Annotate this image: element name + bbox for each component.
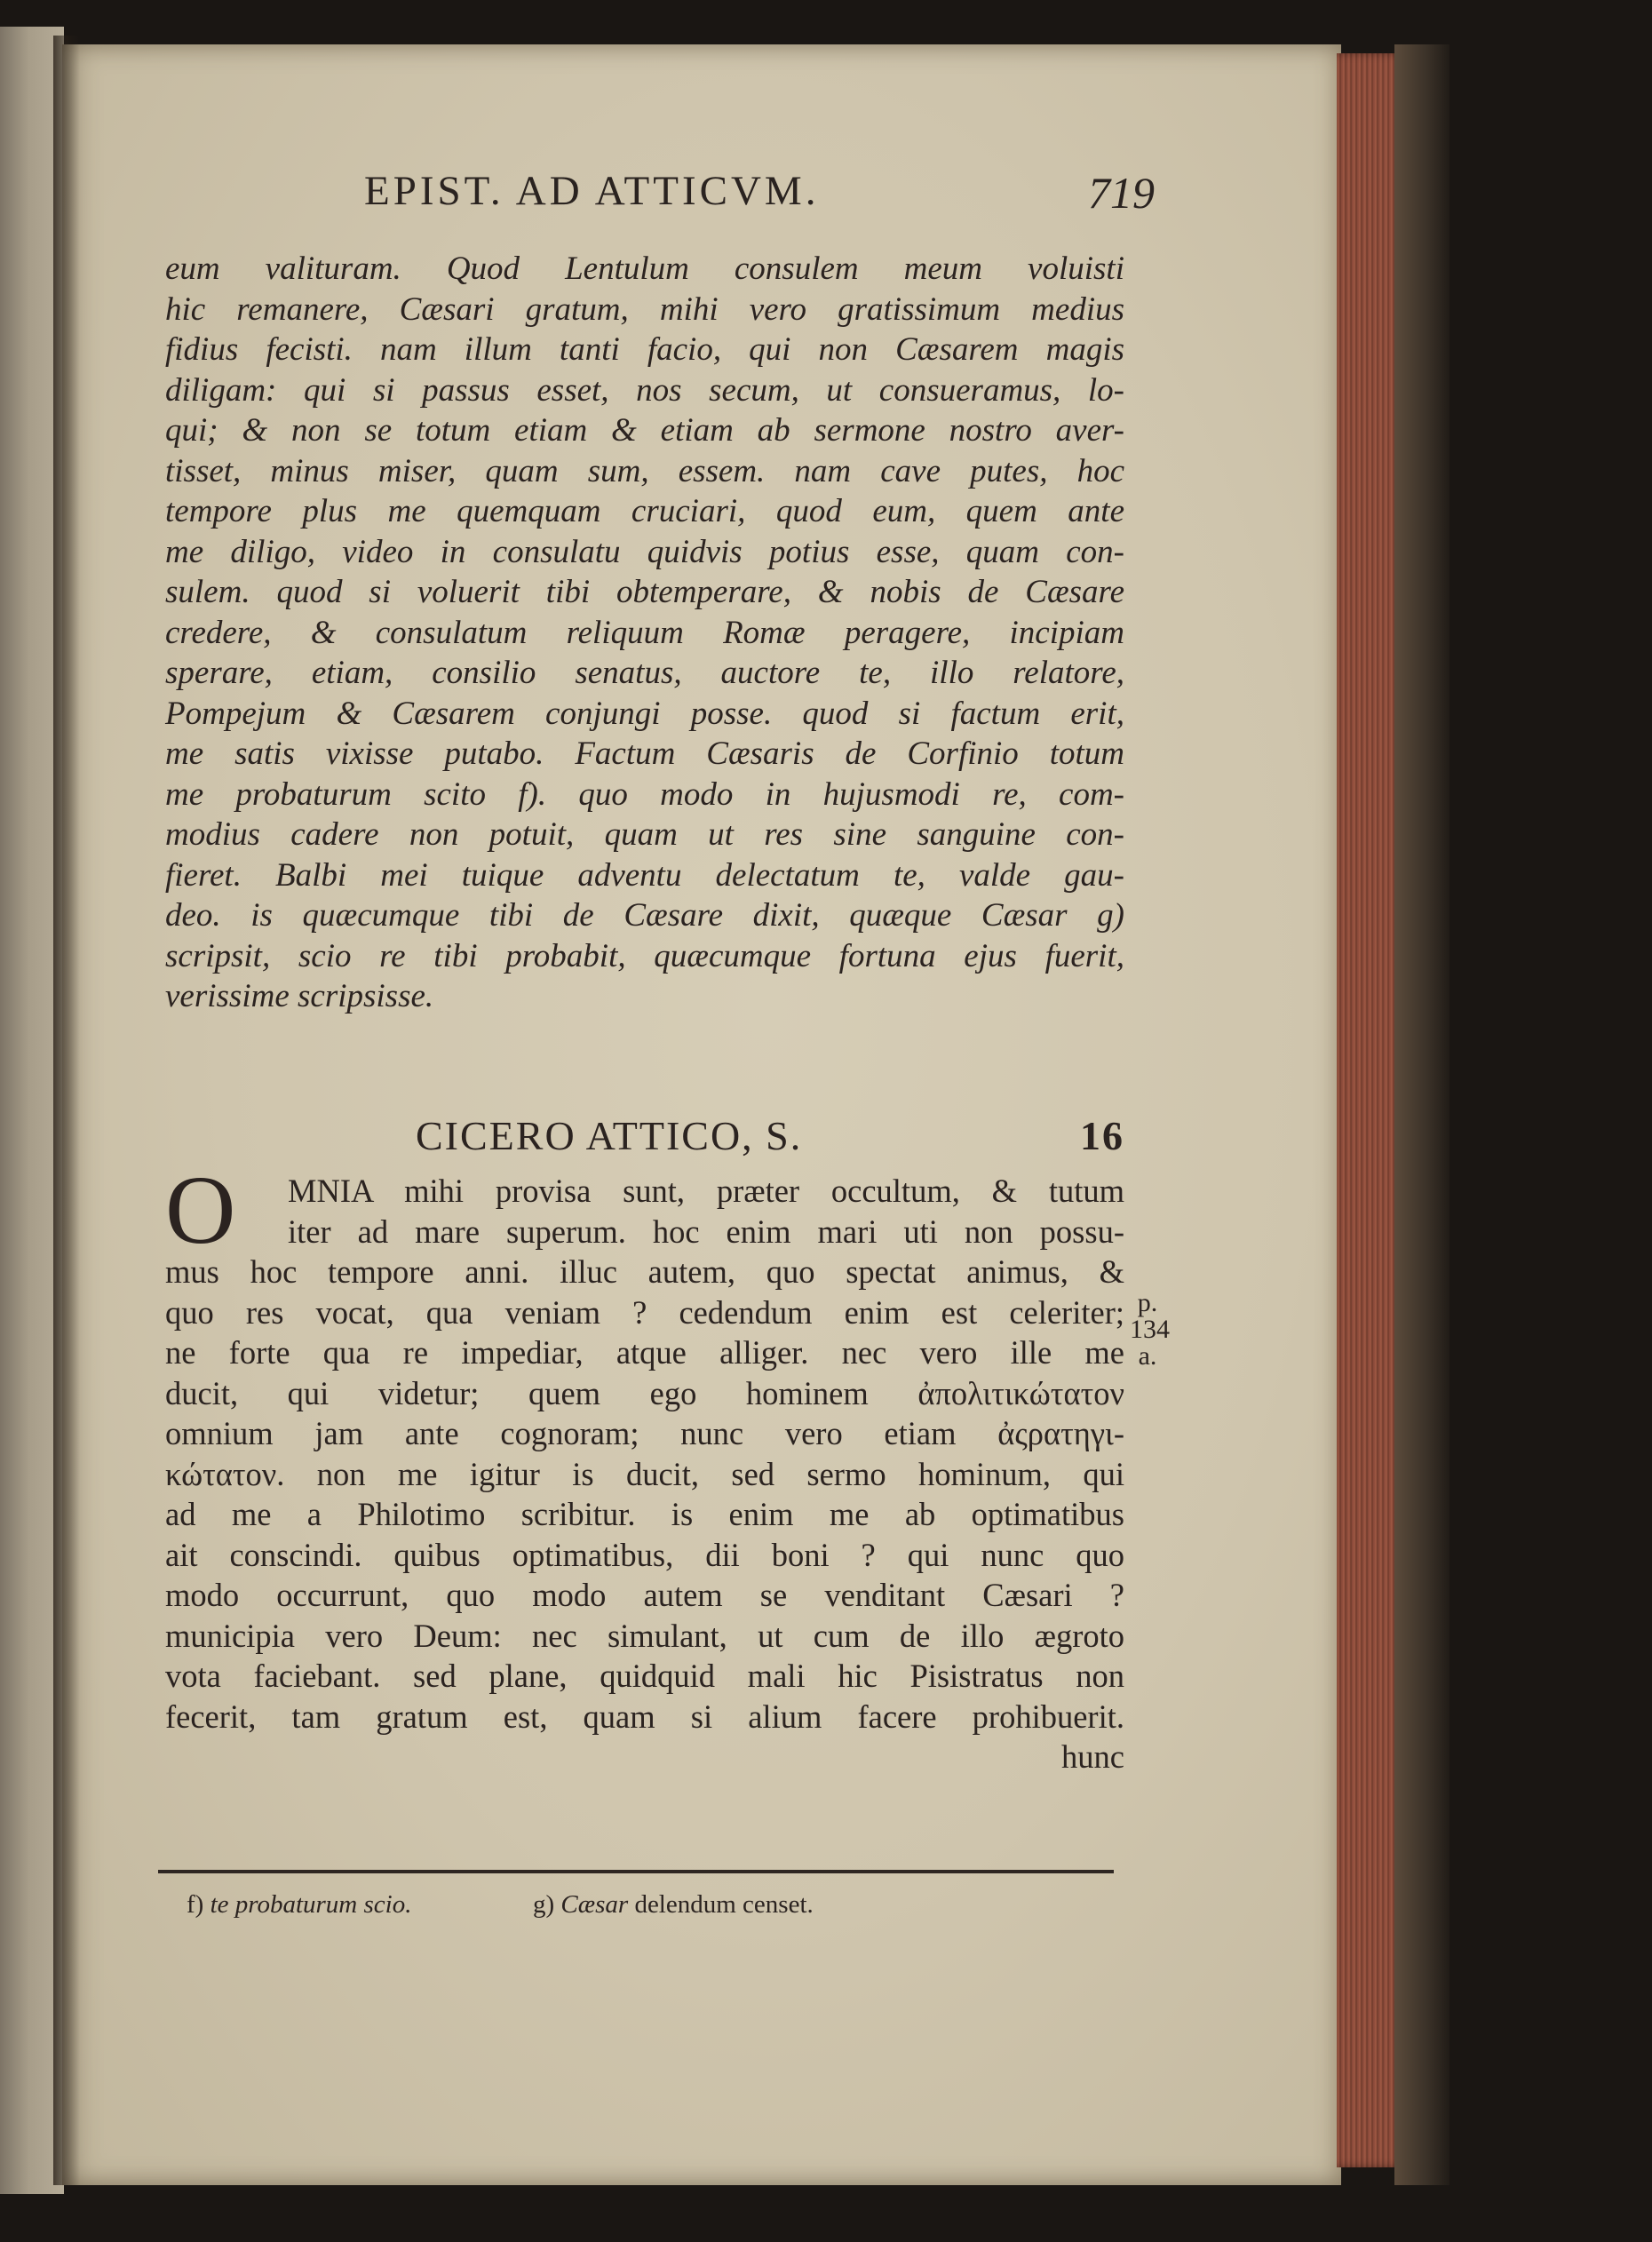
text-line: fecerit, tam gratum est, quam si alium facere prohibuerit.	[165, 1697, 1124, 1735]
text-line: me diligo, video in consulatu quidvis potius esse, quam con-	[165, 533, 1124, 570]
text-line: verissime scripsisse.	[165, 978, 434, 1014]
footnote-g-mark: g)	[533, 1890, 555, 1919]
book-gutter	[53, 36, 80, 2185]
text-line: municipia vero Deum: nec simulant, ut cum de illo ægroto	[165, 1617, 1124, 1654]
footnote-rule	[158, 1870, 1114, 1873]
margin-page-reference	[1130, 1288, 1170, 1371]
text-line: vota faciebant. sed plane, quidquid mali hic Pisistratus non	[165, 1658, 1124, 1694]
catchword: hunc	[1061, 1738, 1124, 1775]
letter-heading-title: CICERO ATTICO, S.	[416, 1113, 803, 1158]
running-head	[364, 167, 1155, 220]
text-line: omnium jam ante cognoram; nunc vero etiam ἀςρατηγι-	[165, 1415, 1124, 1451]
text-line: sulem. quod si voluerit tibi obtemperare, & nobis de Cæsare	[165, 574, 1124, 610]
text-line: fidius fecisti. nam illum tanti facio, qui non Cæsarem magis	[165, 331, 1124, 368]
letter-heading	[165, 1112, 1124, 1165]
text-line: Pompejum & Cæsarem conjungi posse. quod si factum erit,	[165, 695, 1124, 732]
margin-ref-number: 134	[1130, 1315, 1170, 1344]
italic-letter-ending	[165, 249, 1124, 1017]
footnote-f-mark: f)	[187, 1890, 204, 1919]
footnote-f-text: te probaturum scio.	[210, 1890, 412, 1919]
text-line: deo. is quæcumque tibi de Cæsare dixit, quæque Cæsar g)	[165, 897, 1124, 934]
page-number: 719	[1088, 168, 1155, 218]
text-line: tempore plus me quemquam cruciari, quod eum, quem ante	[165, 493, 1124, 529]
text-line: tisset, minus miser, quam sum, essem. nam cave putes, hoc	[165, 452, 1124, 489]
text-line: me satis vixisse putabo. Factum Cæsaris de Corfinio totum	[165, 735, 1124, 772]
footnote-f	[187, 1890, 411, 1920]
letter-number: 16	[1080, 1113, 1124, 1158]
drop-cap: O	[165, 1156, 236, 1264]
text-line: me probaturum scito f). quo modo in hujusmodi re, com-	[165, 775, 1124, 813]
footnotes	[187, 1890, 1075, 1926]
text-line: κώτατον. non me igitur is ducit, sed sermo hominum, qui	[165, 1455, 1124, 1492]
text-line: ad me a Philotimo scribitur. is enim me ab optimatibus	[165, 1496, 1124, 1532]
running-head-title: EPIST. AD ATTICVM.	[364, 168, 820, 214]
text-line: ducit, qui videtur; quem ego hominem ἀπολιτικώτατον	[165, 1374, 1124, 1411]
text-line: ne forte qua re impediar, atque alliger. nec vero ille me	[165, 1334, 1124, 1371]
text-line: sperare, etiam, consilio senatus, auctore te, illo relatore,	[165, 655, 1124, 691]
text-line: modius cadere non potuit, quam ut res sine sanguine con-	[165, 816, 1124, 853]
text-line: fieret. Balbi mei tuique adventu delectatum te, valde gau-	[165, 856, 1124, 894]
margin-ref-column: a.	[1138, 1341, 1157, 1371]
text-line: MNIA mihi provisa sunt, præter occultum, & tutum	[288, 1173, 1124, 1209]
footnote-g-text: delendum censet.	[634, 1890, 814, 1919]
text-line: qui; & non se totum etiam & etiam ab sermone nostro aver-	[165, 412, 1124, 449]
footnote-g	[533, 1890, 814, 1920]
text-line: credere, & consulatum reliquum Romæ peragere, incipiam	[165, 614, 1124, 651]
footnote-g-italic: Cæsar	[560, 1890, 629, 1919]
text-line: hic remanere, Cæsari gratum, mihi vero gratissimum medius	[165, 290, 1124, 328]
text-line: scripsit, scio re tibi probabit, quæcumque fortuna ejus fuerit,	[165, 937, 1124, 974]
letter-body	[165, 1171, 1124, 1777]
text-line: eum valituram. Quod Lentulum consulem meum voluisti	[165, 250, 1124, 287]
text-line: modo occurrunt, quo modo autem se venditant Cæsari ?	[165, 1577, 1124, 1613]
text-line: ait conscindi. quibus optimatibus, dii boni ? qui nunc quo	[165, 1536, 1124, 1573]
margin-ref-p: p.	[1137, 1288, 1158, 1317]
text-line: diligam: qui si passus esset, nos secum, ut consueramus, lo-	[165, 371, 1124, 409]
text-line: iter ad mare superum. hoc enim mari uti non possu-	[288, 1212, 1124, 1250]
text-line: mus hoc tempore anni. illuc autem, quo spectat animus, &	[165, 1253, 1124, 1290]
book-binding	[1394, 44, 1449, 2185]
text-line: quo res vocat, qua veniam ? cedendum enim est celeriter;	[165, 1293, 1124, 1331]
